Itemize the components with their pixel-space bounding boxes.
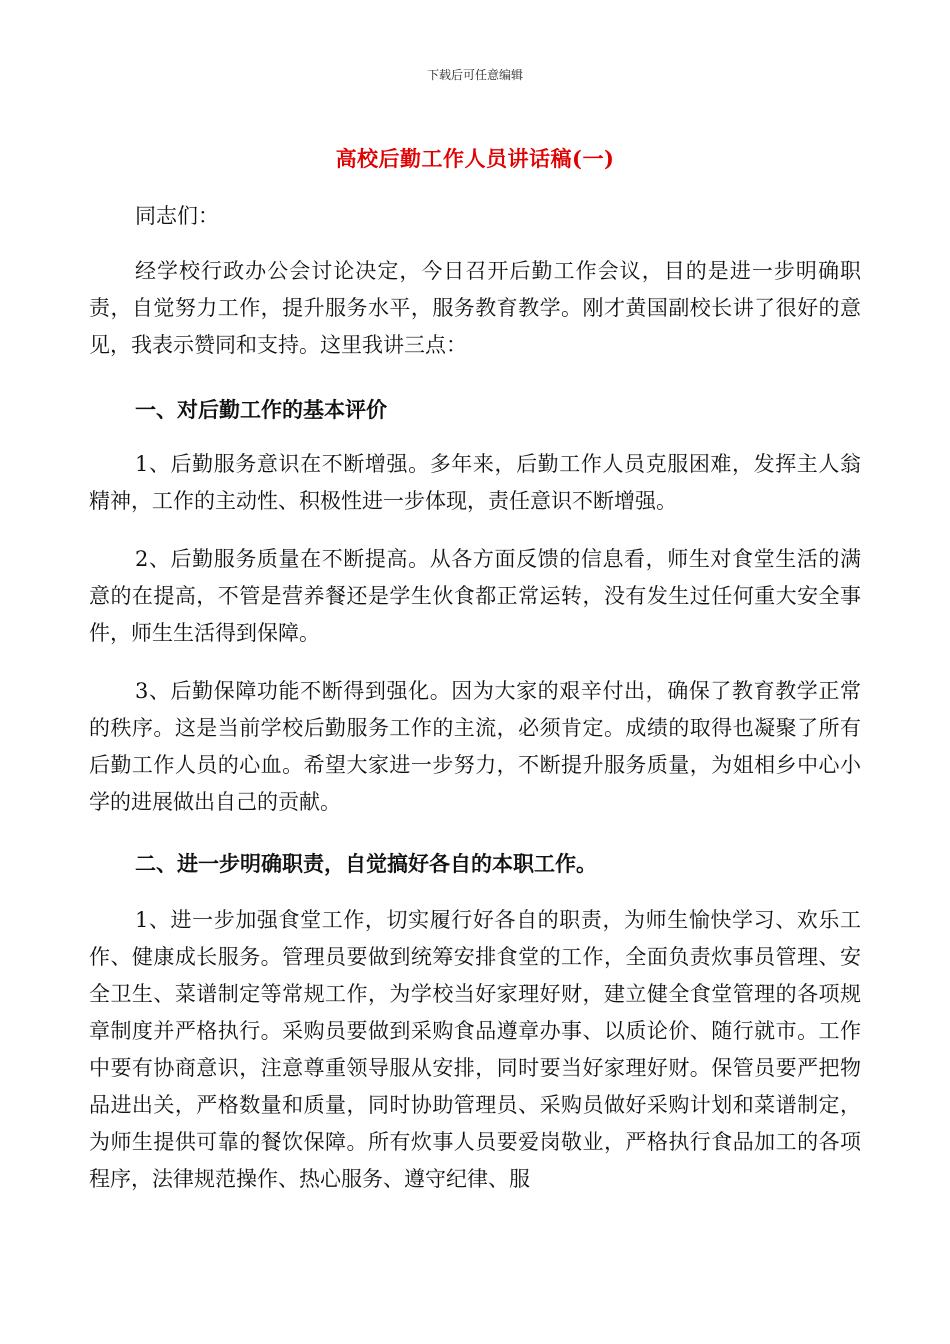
section-2-heading: 二、进一步明确职责，自觉搞好各自的本职工作。 — [135, 851, 597, 876]
document-title: 高校后勤工作人员讲话稿(一) — [335, 146, 615, 171]
section-1-paragraph-3: 3、后勤保障功能不断得到强化。因为大家的艰辛付出，确保了教育教学正常的秩序。这是当前学校后勤服务工作的主流，必须肯定。成绩的取得也凝聚了所有后勤工作人员的心血。希望大家进一步努力，不断提升服务质量，为姐相乡中心小学的进展做出自己的贡献。 — [89, 679, 861, 814]
header-note: 下载后可任意编辑 — [426, 68, 523, 82]
section-1-paragraph-1: 1、后勤服务意识在不断增强。多年来，后勤工作人员克服困难，发挥主人翁精神，工作的主动性、积极性进一步体现，责任意识不断增强。 — [89, 452, 861, 513]
section-1-heading: 一、对后勤工作的基本评价 — [135, 397, 387, 422]
paragraph-intro: 经学校行政办公会讨论决定，今日召开后勤工作会议，目的是进一步明确职责，自觉努力工作，提升服务水平，服务教育教学。刚才黄国副校长讲了很好的意见，我表示赞同和支持。这里我讲三点： — [89, 259, 861, 357]
section-2-paragraph-1: 1、进一步加强食堂工作，切实履行好各自的职责，为师生愉快学习、欢乐工作、健康成长服务。管理员要做到统筹安排食堂的工作，全面负责炊事员管理、安全卫生、菜谱制定等常规工作，为学校当好家理好财，建立健全食堂管理的各项规章制度并严格执行。采购员要做到采购食品遵章办事、以质论价、随行就市。工作中要有协商意识，注意尊重领导服从安排，同时要当好家理好财。保管员要严把物品进出关，严格数量和质量，同时协助管理员、采购员做好采购计划和菜谱制定，为师生提供可靠的餐饮保障。所有炊事人员要爱岗敬业，严格执行食品加工的各项程序，法律规范操作、热心服务、遵守纪律、服 — [89, 908, 861, 1191]
section-1-paragraph-2: 2、后勤服务质量在不断提高。从各方面反馈的信息看，师生对食堂生活的满意的在提高，不管是营养餐还是学生伙食都正常运转，没有发生过任何重大安全事件，师生生活得到保障。 — [89, 547, 861, 645]
salutation: 同志们： — [135, 204, 219, 228]
